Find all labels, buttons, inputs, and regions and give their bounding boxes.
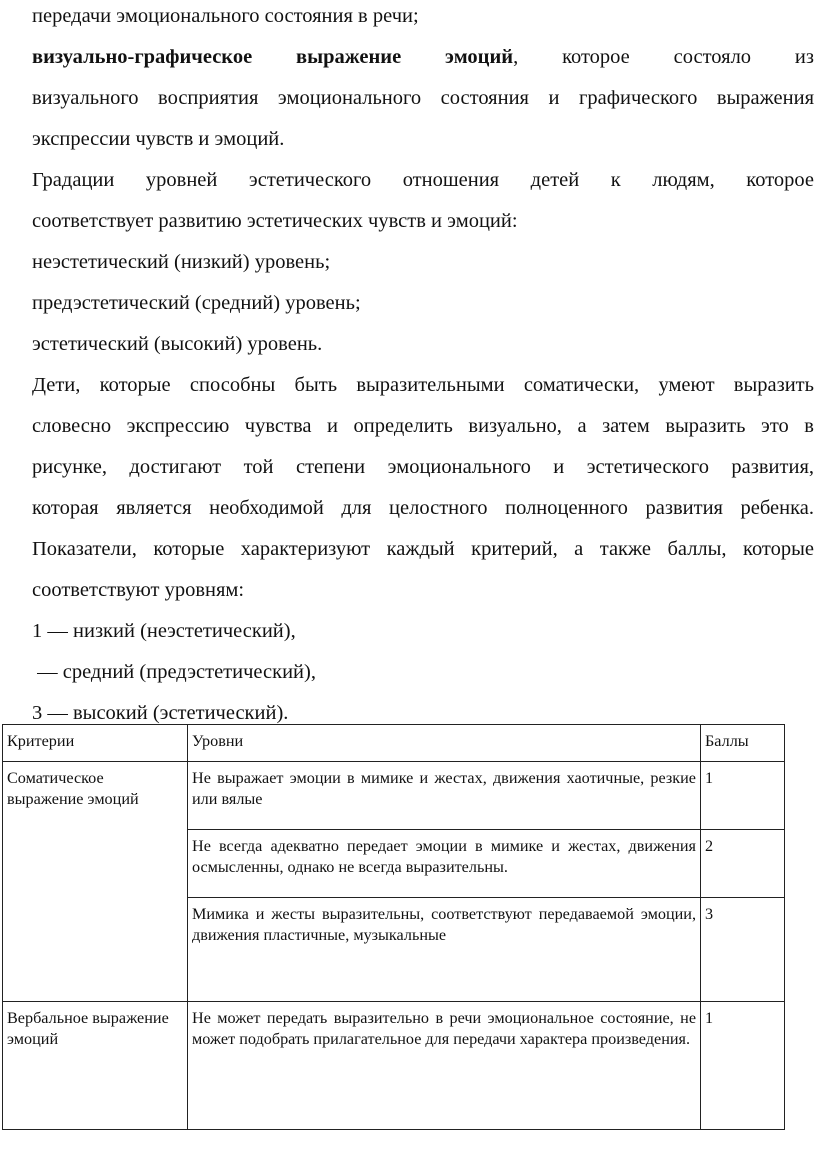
table-header-cell: Уровни <box>188 725 701 762</box>
text-line: 3 — высокий (эстетический). <box>32 702 289 724</box>
criterion-cell: Вербальное выражение эмоций <box>3 1002 188 1130</box>
text-line: эстетический (высокий) уровень. <box>32 333 323 355</box>
text-line: 1 — низкий (неэстетический), <box>32 620 296 642</box>
table-row <box>3 1002 785 1130</box>
text-line: визуального восприятия эмоционального состояния и графического выражения <box>32 87 814 109</box>
text-line: экспрессии чувств и эмоций. <box>32 128 285 150</box>
criteria-table <box>2 724 785 1130</box>
level-cell: Не может передать выразительно в речи эмоциональное состояние, не может подобрать прилагательное для передачи характера произведения. <box>188 1002 701 1130</box>
text-line: Показатели, которые характеризуют каждый критерий, а также баллы, которые <box>32 538 814 560</box>
table-row <box>3 762 785 830</box>
text-line: Градации уровней эстетического отношения детей к людям, которое <box>32 169 814 191</box>
text-line: Дети, которые способны быть выразительными соматически, умеют выразить <box>32 374 814 396</box>
table-header-row <box>3 725 785 762</box>
text-line: соответствуют уровням: <box>32 579 245 601</box>
table-header-cell: Баллы <box>701 725 785 762</box>
bold-term: визуально-графическое выражение эмоций <box>32 46 514 68</box>
text-line: — средний (предэстетический), <box>32 661 316 683</box>
score-cell: 2 <box>701 830 785 898</box>
text-span: , которое состояло из <box>513 46 814 68</box>
table-header-cell: Критерии <box>3 725 188 762</box>
level-cell: Мимика и жесты выразительны, соответствуют передаваемой эмоции, движения пластичные, музыкальные <box>188 898 701 1002</box>
text-line: неэстетический (низкий) уровень; <box>32 251 331 273</box>
text-line: которая является необходимой для целостного полноценного развития ребенка. <box>32 497 814 519</box>
score-cell: 1 <box>701 762 785 830</box>
score-cell: 1 <box>701 1002 785 1130</box>
text-line: рисунке, достигают той степени эмоционального и эстетического развития, <box>32 456 814 478</box>
criterion-cell: Соматическое выражение эмоций <box>3 762 188 1002</box>
text-line: словесно экспрессию чувства и определить визуально, а затем выразить это в <box>32 415 814 437</box>
level-cell: Не выражает эмоции в мимике и жестах, движения хаотичные, резкие или вялые <box>188 762 701 830</box>
text-line: предэстетический (средний) уровень; <box>32 292 361 314</box>
text-line: передачи эмоционального состояния в речи; <box>32 5 419 27</box>
text-line: соответствует развитию эстетических чувств и эмоций: <box>32 210 518 232</box>
score-cell: 3 <box>701 898 785 1002</box>
level-cell: Не всегда адекватно передает эмоции в мимике и жестах, движения осмысленны, однако не всегда выразительны. <box>188 830 701 898</box>
text-line <box>32 37 814 78</box>
